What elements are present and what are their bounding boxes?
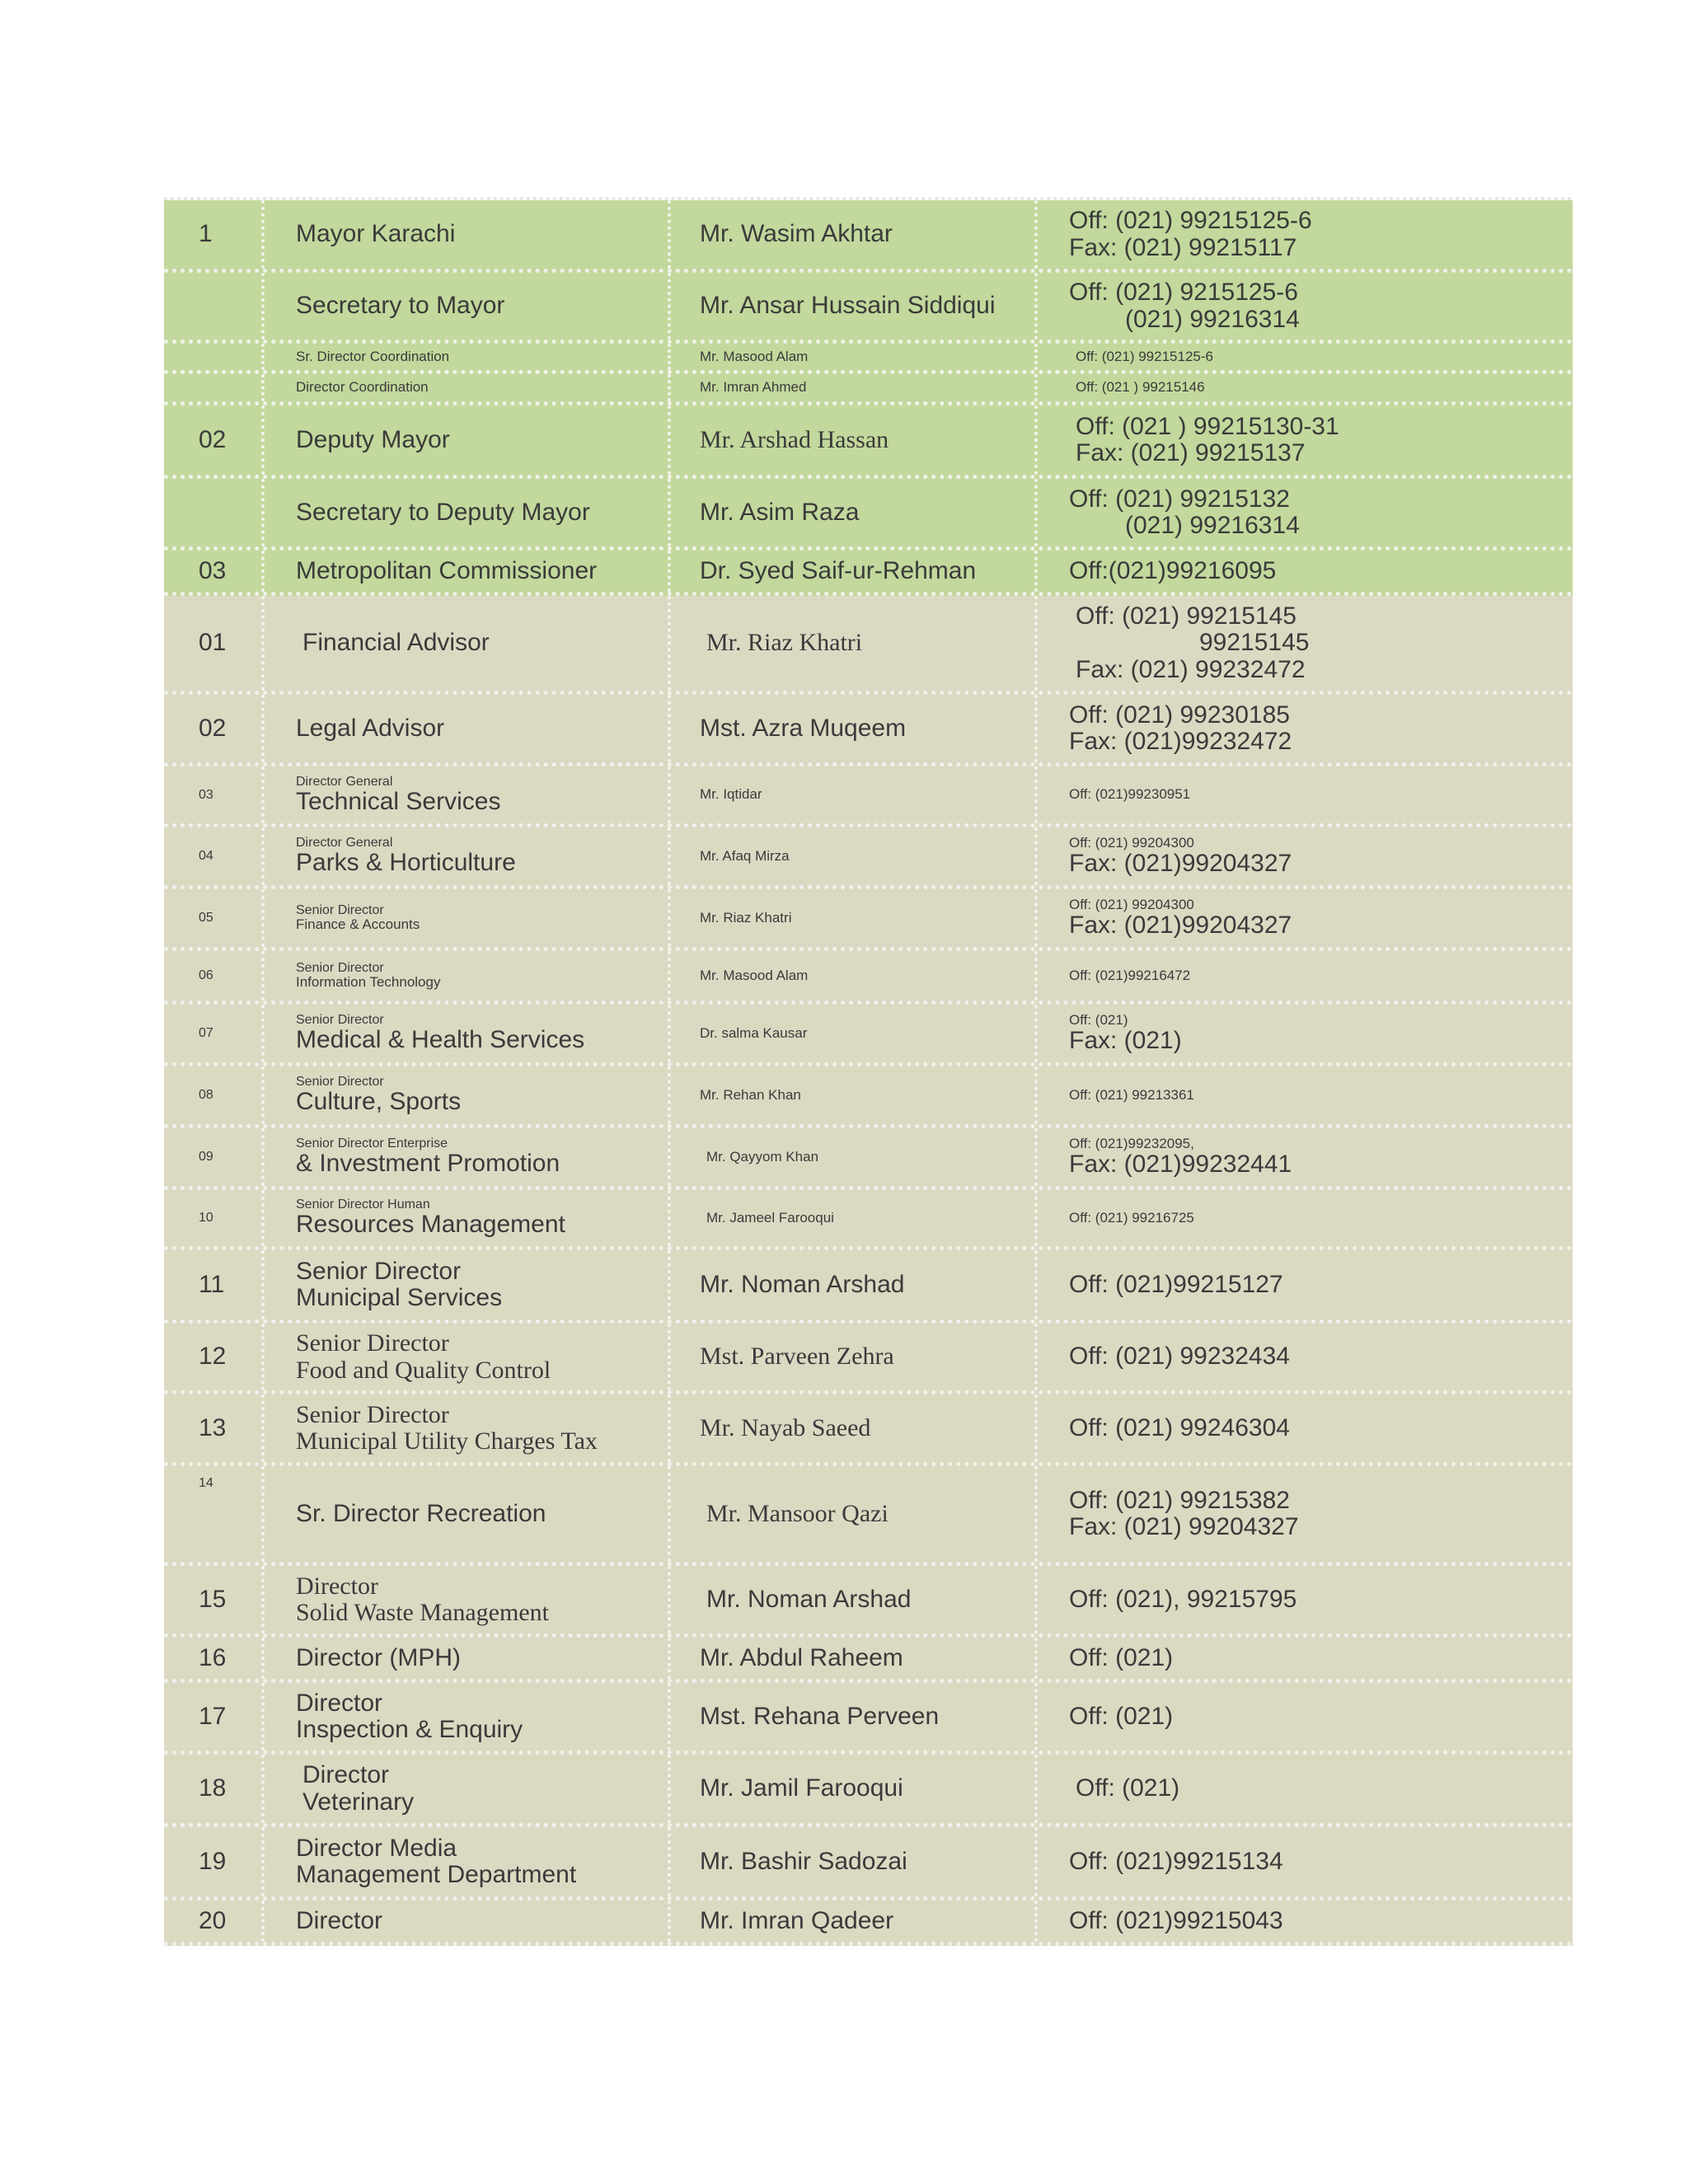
designation-cell	[265, 273, 671, 340]
cell-text: Off: (021)99215127	[1069, 1270, 1283, 1298]
table-row	[164, 1250, 1573, 1324]
cell-text: Director General	[296, 774, 393, 789]
officer-name-cell	[671, 1066, 1038, 1124]
cell-text: Dr. salma Kausar	[700, 1024, 808, 1041]
cell-text: Secretary to Mayor	[296, 292, 505, 320]
table-row	[164, 1466, 1573, 1566]
cell-text: Off: (021 ) 99215146	[1076, 379, 1205, 396]
table-row	[164, 405, 1573, 479]
cell-text: Mr. Bashir Sadozai	[700, 1847, 907, 1875]
table-row	[164, 1190, 1573, 1250]
cell-text: Senior Director	[296, 1075, 384, 1090]
cell-text: Legal Advisor	[296, 714, 445, 742]
cell-text: 07	[199, 1026, 213, 1041]
cell-text: Off: (021) 99232434	[1069, 1343, 1290, 1371]
contact-cell	[1038, 273, 1573, 340]
cell-text: Mr. Riaz Khatri	[706, 629, 863, 657]
cell-text: Mayor Karachi	[296, 220, 456, 248]
cell-text: Fax: (021)99204327	[1069, 849, 1292, 877]
serial-number-cell	[164, 1900, 265, 1942]
designation-cell	[265, 1394, 671, 1462]
officer-name-cell	[671, 1394, 1038, 1462]
designation-cell	[265, 1755, 671, 1823]
table-row	[164, 827, 1573, 889]
cell-text: (021) 99216314	[1125, 512, 1300, 539]
cell-text: Senior Director Enterprise	[296, 1137, 448, 1151]
cell-text: Off: (021) 99215125-6	[1069, 207, 1312, 235]
designation-cell	[265, 695, 671, 762]
table-row	[164, 273, 1573, 344]
serial-number-cell	[164, 695, 265, 762]
contact-cell	[1038, 1005, 1573, 1062]
cell-text: Director Media	[296, 1834, 457, 1862]
cell-text: 19	[199, 1847, 227, 1875]
cell-text: Off: (021) 99213361	[1069, 1086, 1194, 1103]
cell-text: Culture, Sports	[296, 1088, 462, 1116]
officer-name-cell	[671, 374, 1038, 401]
serial-number-cell	[164, 344, 265, 370]
cell-text: 02	[199, 714, 227, 742]
cell-text: Director Coordination	[296, 379, 429, 396]
officer-name-cell	[671, 273, 1038, 340]
cell-text: Mr. Asim Raza	[700, 498, 860, 526]
table-row	[164, 889, 1573, 951]
officer-name-cell	[671, 596, 1038, 691]
table-row	[164, 551, 1573, 596]
serial-number-cell	[164, 827, 265, 885]
officer-name-cell	[671, 344, 1038, 370]
cell-text: Off: (021)99232095,	[1069, 1135, 1194, 1151]
cell-text: 05	[199, 911, 213, 926]
serial-number-cell	[164, 1005, 265, 1062]
table-row	[164, 1394, 1573, 1466]
cell-text: 17	[199, 1702, 227, 1730]
cell-text: Management Department	[296, 1861, 577, 1888]
cell-text: 09	[199, 1150, 213, 1165]
cell-text: Off: (021)	[1069, 1011, 1128, 1028]
serial-number-cell	[164, 200, 265, 269]
cell-text: Off: (021) 99216725	[1069, 1209, 1194, 1226]
table-row	[164, 344, 1573, 374]
cell-text: Senior Director Human	[296, 1197, 430, 1212]
cell-text: Director	[296, 1906, 383, 1934]
cell-text: Mr. Masood Alam	[700, 967, 809, 983]
designation-cell	[265, 1827, 671, 1896]
designation-cell	[265, 827, 671, 885]
cell-text: Information Technology	[296, 974, 441, 991]
serial-number-cell	[164, 1190, 265, 1246]
table-row	[164, 1900, 1573, 1946]
cell-text: Finance & Accounts	[296, 916, 420, 933]
serial-number-cell	[164, 766, 265, 823]
officer-name-cell	[671, 827, 1038, 885]
cell-text: Municipal Services	[296, 1284, 503, 1311]
officer-name-cell	[671, 479, 1038, 546]
cell-text: Mst. Azra Muqeem	[700, 714, 907, 742]
designation-cell	[265, 596, 671, 691]
serial-number-cell	[164, 1394, 265, 1462]
cell-text: Director	[302, 1761, 390, 1789]
table-row	[164, 1683, 1573, 1755]
cell-text: Mr. Arshad Hassan	[700, 425, 889, 453]
cell-text: Secretary to Deputy Mayor	[296, 498, 590, 526]
cell-text: 15	[199, 1585, 227, 1613]
table-row	[164, 766, 1573, 827]
cell-text: (021) 99216314	[1125, 305, 1300, 333]
serial-number-cell	[164, 951, 265, 1001]
cell-text: Resources Management	[296, 1211, 565, 1239]
officer-name-cell	[671, 1190, 1038, 1246]
designation-cell	[265, 1683, 671, 1750]
serial-number-cell	[164, 1827, 265, 1896]
cell-text: Off: (021)	[1076, 1774, 1180, 1802]
contact-cell	[1038, 374, 1573, 401]
serial-number-cell	[164, 551, 265, 592]
cell-text: Food and Quality Control	[296, 1356, 551, 1384]
cell-text: Mr. Masood Alam	[700, 348, 809, 364]
table-row	[164, 951, 1573, 1005]
officer-name-cell	[671, 1900, 1038, 1942]
officer-name-cell	[671, 1638, 1038, 1679]
cell-text: Senior Director	[296, 1400, 449, 1428]
table-row	[164, 1324, 1573, 1394]
contact-cell	[1038, 1466, 1573, 1562]
cell-text: Fax: (021)99232441	[1069, 1150, 1292, 1178]
cell-text: Inspection & Enquiry	[296, 1716, 523, 1743]
cell-text: 04	[199, 849, 213, 864]
designation-cell	[265, 951, 671, 1001]
cell-text: Mst. Rehana Perveen	[700, 1702, 940, 1730]
table-row	[164, 479, 1573, 551]
cell-text: Off: (021) 99215125-6	[1076, 348, 1213, 364]
contact-cell	[1038, 1190, 1573, 1246]
serial-number-cell	[164, 1128, 265, 1186]
cell-text: Fax: (021) 99215117	[1069, 233, 1297, 261]
officer-name-cell	[671, 1466, 1038, 1562]
cell-text: Mr. Mansoor Qazi	[706, 1499, 889, 1527]
cell-text: Director General	[296, 836, 393, 851]
designation-cell	[265, 1250, 671, 1319]
serial-number-cell	[164, 273, 265, 340]
cell-text: 16	[199, 1643, 227, 1671]
officer-name-cell	[671, 1566, 1038, 1633]
contact-cell	[1038, 695, 1573, 762]
cell-text: 03	[199, 556, 227, 584]
cell-text: Parks & Horticulture	[296, 849, 516, 877]
cell-text: Solid Waste Management	[296, 1599, 549, 1626]
cell-text: Director	[296, 1572, 378, 1600]
cell-text: Mst. Parveen Zehra	[700, 1343, 894, 1371]
cell-text: Mr. Riaz Khatri	[700, 909, 792, 926]
serial-number-cell	[164, 405, 265, 475]
designation-cell	[265, 200, 671, 269]
contact-cell	[1038, 1394, 1573, 1462]
designation-cell	[265, 374, 671, 401]
officer-name-cell	[671, 889, 1038, 947]
cell-text: Mr. Afaq Mirza	[700, 847, 790, 864]
serial-number-cell	[164, 374, 265, 401]
designation-cell	[265, 1066, 671, 1124]
serial-number-cell	[164, 479, 265, 546]
table-row	[164, 596, 1573, 695]
officer-name-cell	[671, 1005, 1038, 1062]
cell-text: Fax: (021) 99232472	[1076, 655, 1306, 683]
officer-name-cell	[671, 951, 1038, 1001]
cell-text: Deputy Mayor	[296, 425, 450, 453]
officer-name-cell	[671, 695, 1038, 762]
cell-text: Mr. Noman Arshad	[706, 1585, 912, 1613]
contact-cell	[1038, 889, 1573, 947]
cell-text: Mr. Rehan Khan	[700, 1086, 801, 1103]
serial-number-cell	[164, 1638, 265, 1679]
cell-text: Mr. Wasim Akhtar	[700, 220, 893, 248]
cell-text: Off: (021) 99246304	[1069, 1413, 1290, 1441]
cell-text: Municipal Utility Charges Tax	[296, 1427, 598, 1455]
designation-cell	[265, 1900, 671, 1942]
cell-text: 13	[199, 1413, 227, 1441]
contact-cell	[1038, 1827, 1573, 1896]
cell-text: Off:(021)99216095	[1069, 556, 1277, 584]
cell-text: & Investment Promotion	[296, 1150, 560, 1178]
table-row	[164, 695, 1573, 766]
designation-cell	[265, 1128, 671, 1186]
table-row	[164, 1755, 1573, 1827]
contact-cell	[1038, 405, 1573, 475]
cell-text: 01	[199, 629, 227, 657]
table-row	[164, 200, 1573, 273]
cell-text: Mr. Iqtidar	[700, 786, 762, 803]
contact-cell	[1038, 200, 1573, 269]
cell-text: 12	[199, 1343, 227, 1371]
contact-cell	[1038, 596, 1573, 691]
cell-text: Sr. Director Recreation	[296, 1499, 546, 1527]
cell-text: Off: (021)99216472	[1069, 967, 1191, 983]
serial-number-cell	[164, 1250, 265, 1319]
table-row	[164, 1128, 1573, 1190]
cell-text: Sr. Director Coordination	[296, 348, 450, 364]
officer-name-cell	[671, 1250, 1038, 1319]
contact-cell	[1038, 551, 1573, 592]
cell-text: Off: (021)	[1069, 1643, 1174, 1671]
cell-text: 14	[199, 1476, 213, 1490]
table-row	[164, 1066, 1573, 1128]
contact-cell	[1038, 1638, 1573, 1679]
table-row	[164, 1638, 1573, 1683]
designation-cell	[265, 344, 671, 370]
table-row	[164, 374, 1573, 405]
officer-name-cell	[671, 766, 1038, 823]
contact-cell	[1038, 1755, 1573, 1823]
cell-text: Off: (021) 99204300	[1069, 834, 1194, 851]
cell-text: 11	[199, 1270, 225, 1298]
contact-cell	[1038, 1566, 1573, 1633]
officer-name-cell	[671, 1324, 1038, 1390]
cell-text: Off: (021) 99230185	[1069, 701, 1290, 729]
cell-text: 10	[199, 1211, 213, 1226]
cell-text: Director (MPH)	[296, 1643, 461, 1671]
cell-text: Financial Advisor	[302, 629, 490, 657]
cell-text: Mr. Noman Arshad	[700, 1270, 905, 1298]
cell-text: Mr. Abdul Raheem	[700, 1643, 903, 1671]
contact-cell	[1038, 1324, 1573, 1390]
contact-cell	[1038, 344, 1573, 370]
designation-cell	[265, 1190, 671, 1246]
serial-number-cell	[164, 889, 265, 947]
serial-number-cell	[164, 1755, 265, 1823]
cell-text: Fax: (021)99232472	[1069, 728, 1292, 755]
serial-number-cell	[164, 1466, 265, 1562]
contact-cell	[1038, 1128, 1573, 1186]
table-row	[164, 1827, 1573, 1900]
cell-text: Fax: (021) 99204327	[1069, 1513, 1299, 1540]
officer-name-cell	[671, 405, 1038, 475]
cell-text: Off: (021) 9215125-6	[1069, 279, 1298, 307]
cell-text: Mr. Jameel Farooqui	[706, 1209, 834, 1226]
officer-name-cell	[671, 200, 1038, 269]
designation-cell	[265, 1638, 671, 1679]
contact-cell	[1038, 827, 1573, 885]
contact-cell	[1038, 1683, 1573, 1750]
designation-cell	[265, 479, 671, 546]
cell-text: Mr. Imran Ahmed	[700, 379, 807, 396]
cell-text: Off: (021)99230951	[1069, 786, 1191, 803]
contact-cell	[1038, 1066, 1573, 1124]
cell-text: Director	[296, 1689, 383, 1717]
cell-text: Senior Director	[296, 1257, 462, 1285]
cell-text: Off: (021)	[1069, 1702, 1174, 1730]
designation-cell	[265, 1566, 671, 1633]
cell-text: Technical Services	[296, 787, 501, 815]
directory-table	[164, 197, 1573, 1946]
cell-text: Fax: (021)	[1069, 1026, 1182, 1054]
designation-cell	[265, 1005, 671, 1062]
cell-text: Metropolitan Commissioner	[296, 556, 598, 584]
cell-text: Off: (021), 99215795	[1069, 1585, 1297, 1613]
cell-text: Off: (021 ) 99215130-31	[1076, 412, 1339, 440]
officer-name-cell	[671, 1683, 1038, 1750]
designation-cell	[265, 889, 671, 947]
contact-cell	[1038, 1900, 1573, 1942]
serial-number-cell	[164, 1683, 265, 1750]
cell-text: 18	[199, 1774, 227, 1802]
cell-text: Off: (021) 99204300	[1069, 896, 1194, 912]
cell-text: Mr. Qayyom Khan	[706, 1148, 819, 1165]
cell-text: 1	[199, 220, 213, 248]
cell-text: 20	[199, 1906, 227, 1934]
cell-text: Senior Director	[296, 903, 384, 918]
serial-number-cell	[164, 596, 265, 691]
cell-text: Off: (021) 99215382	[1069, 1486, 1290, 1514]
contact-cell	[1038, 766, 1573, 823]
officer-name-cell	[671, 551, 1038, 592]
serial-number-cell	[164, 1324, 265, 1390]
designation-cell	[265, 405, 671, 475]
table-row	[164, 1566, 1573, 1638]
officer-name-cell	[671, 1128, 1038, 1186]
contact-cell	[1038, 479, 1573, 546]
cell-text: Senior Director	[296, 961, 384, 976]
cell-text: Mr. Ansar Hussain Siddiqui	[700, 292, 996, 320]
cell-text: Mr. Nayab Saeed	[700, 1413, 871, 1441]
cell-text: Veterinary	[302, 1788, 415, 1816]
cell-text: Off: (021) 99215145	[1076, 602, 1296, 630]
designation-cell	[265, 551, 671, 592]
cell-text: Off: (021) 99215132	[1069, 485, 1290, 513]
contact-cell	[1038, 1250, 1573, 1319]
cell-text: Dr. Syed Saif-ur-Rehman	[700, 556, 977, 584]
cell-text: 02	[199, 425, 227, 453]
cell-text: Off: (021)99215043	[1069, 1906, 1283, 1934]
table-row	[164, 1005, 1573, 1066]
designation-cell	[265, 1466, 671, 1562]
designation-cell	[265, 1324, 671, 1390]
cell-text: Fax: (021) 99215137	[1076, 439, 1306, 466]
officer-name-cell	[671, 1827, 1038, 1896]
cell-text: 99215145	[1199, 629, 1310, 657]
cell-text: Mr. Imran Qadeer	[700, 1906, 894, 1934]
cell-text: 08	[199, 1088, 213, 1103]
designation-cell	[265, 766, 671, 823]
cell-text: Mr. Jamil Farooqui	[700, 1774, 903, 1802]
cell-text: Fax: (021)99204327	[1069, 911, 1292, 939]
cell-text: Senior Director	[296, 1329, 449, 1357]
serial-number-cell	[164, 1566, 265, 1633]
cell-text: Off: (021)99215134	[1069, 1847, 1283, 1875]
cell-text: 06	[199, 968, 213, 983]
cell-text: Senior Director	[296, 1013, 384, 1028]
cell-text: 03	[199, 787, 213, 802]
officer-name-cell	[671, 1755, 1038, 1823]
contact-cell	[1038, 951, 1573, 1001]
cell-text: Medical & Health Services	[296, 1026, 585, 1054]
serial-number-cell	[164, 1066, 265, 1124]
